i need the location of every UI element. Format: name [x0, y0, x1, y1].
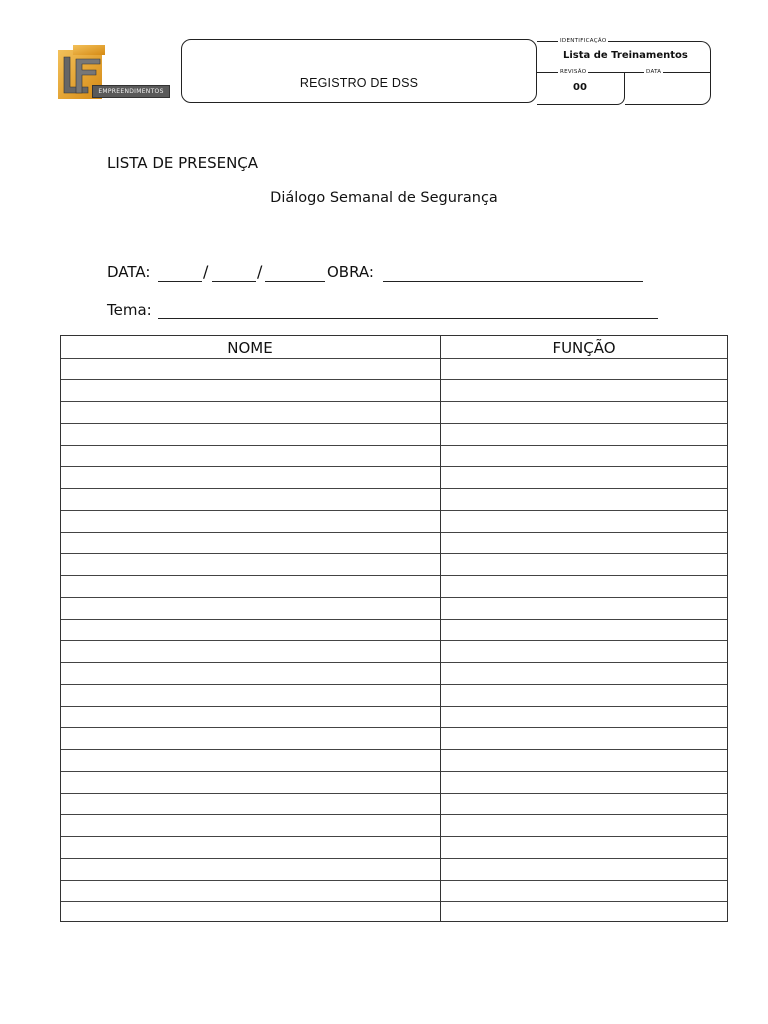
- table-row: [61, 401, 727, 402]
- identification-label: IDENTIFICAÇÃO: [560, 38, 607, 44]
- date-separator-2: /: [257, 262, 263, 281]
- obra-field[interactable]: [383, 281, 643, 282]
- table-row: [61, 814, 727, 815]
- table-row: [61, 749, 727, 750]
- table-row: [61, 727, 727, 728]
- table-row: [61, 771, 727, 772]
- date-separator-1: /: [203, 262, 209, 281]
- table-row: [61, 423, 727, 424]
- logo-tagline: EMPREENDIMENTOS: [92, 85, 170, 98]
- obra-field-label: OBRA:: [327, 263, 374, 281]
- table-row: [61, 510, 727, 511]
- date-field-label: DATA:: [107, 263, 151, 281]
- attendance-table: [60, 335, 728, 922]
- revision-label: REVISÃO: [560, 69, 587, 75]
- date-year-field[interactable]: [265, 281, 325, 282]
- identification-value: Lista de Treinamentos: [563, 50, 688, 61]
- table-row: [61, 793, 727, 794]
- table-row: [61, 619, 727, 620]
- document-title: REGISTRO DE DSS: [299, 76, 419, 90]
- column-divider: [440, 335, 441, 922]
- tema-field-label: Tema:: [107, 301, 152, 319]
- tema-field[interactable]: [158, 318, 658, 319]
- table-row: [61, 488, 727, 489]
- column-header-nome: NOME: [227, 339, 273, 357]
- table-row: [61, 379, 727, 380]
- table-row: [61, 684, 727, 685]
- date-box: [625, 72, 711, 105]
- header-title-box: [181, 39, 537, 103]
- table-row: [61, 662, 727, 663]
- table-row: [61, 880, 727, 881]
- form-title: Diálogo Semanal de Segurança: [270, 190, 498, 206]
- table-row: [61, 706, 727, 707]
- table-row: [61, 466, 727, 467]
- revision-value: 00: [573, 82, 587, 93]
- section-label: LISTA DE PRESENÇA: [107, 154, 259, 172]
- table-row: [61, 532, 727, 533]
- table-row: [61, 553, 727, 554]
- table-row: [61, 445, 727, 446]
- table-row: [61, 640, 727, 641]
- header-row-divider: [61, 358, 727, 359]
- column-header-funcao: FUNÇÃO: [552, 339, 616, 357]
- date-month-field[interactable]: [212, 281, 256, 282]
- table-row: [61, 836, 727, 837]
- table-row: [61, 575, 727, 576]
- table-row: [61, 901, 727, 902]
- date-day-field[interactable]: [158, 281, 202, 282]
- table-row: [61, 858, 727, 859]
- table-row: [61, 597, 727, 598]
- date-label: DATA: [646, 69, 662, 75]
